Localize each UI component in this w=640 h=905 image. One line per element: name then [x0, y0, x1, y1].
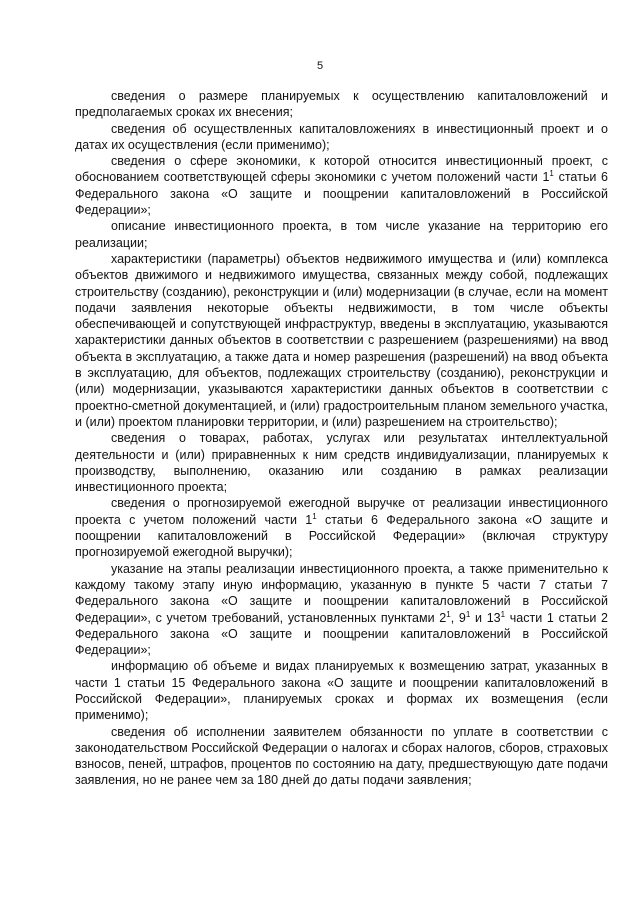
paragraph: [75, 430, 608, 495]
page-number: 5: [316, 60, 324, 72]
paragraph: [75, 495, 608, 560]
paragraph-text: части 1 статьи 2 Федерального закона «О защите и поощрении капиталовложений в Российской Федерации»;: [75, 610, 608, 658]
paragraph-text: статьи 6 Федерального закона «О защите и поощрении капиталовложений в Российской Федерации»;: [75, 170, 608, 218]
superscript-index: 1: [465, 609, 471, 619]
paragraph-text: , 9: [450, 610, 466, 625]
superscript-index: 1: [549, 169, 554, 179]
paragraph: [75, 218, 608, 251]
paragraph-text: характеристики (параметры) объектов недвижимого имущества и (или) комплекса объектов движимого и недвижимого имущества, связанных между собой, подлежащих строительству (созданию), реконструкции и (или) модернизации (в случае, если на момент подачи заявления некоторые объекты недвижимости, в том числе объекты обеспечивающей и сопутствующей инфраструктур, введены в эксплуатацию, указываются характеристики данных объектов в соответствии с разрешением (разрешениями) на ввод объекта в эксплуатацию, а также дата и номер разрешения (разрешений) на ввод объекта в эксплуатацию, для объектов, подлежащих строительству (созданию), реконструкции и (или) модернизации, указываются характеристики данных объектов в соответствии с проектно-сметной документацией, и (или) градостроительным планом земельного участка, и (или) проектом планировки территории, и (или) разрешением на строительство);: [75, 251, 608, 429]
paragraph-text: сведения об исполнении заявителем обязанности по уплате в соответствии с законодательством Российской Федерации о налогах и сборах налогов, сборов, страховых взносов, пеней, штрафов, процентов по состоянию на дату, предшествующую дате подачи заявления, но не ранее чем за 180 дней до даты подачи заявления;: [75, 724, 608, 788]
superscript-index: 1: [500, 609, 506, 619]
superscript-index: 1: [446, 609, 451, 619]
paragraph-text: сведения об осуществленных капиталовложениях в инвестиционный проект и о датах их осуществления (если применимо);: [75, 121, 608, 152]
paragraph-text: описание инвестиционного проекта, в том числе указание на территорию его реализации;: [75, 219, 608, 250]
paragraph-text: сведения о сфере экономики, к которой относится инвестиционный проект, с обоснованием соответствующей сферы экономики с учетом положений части 1: [75, 154, 608, 185]
paragraph-text: сведения о прогнозируемой ежегодной выручке от реализации инвестиционного проекта с учетом положений части 1: [75, 496, 608, 527]
paragraph: [75, 561, 608, 659]
paragraph-text: и 13: [470, 610, 501, 625]
paragraph: [75, 251, 608, 430]
superscript-index: 1: [312, 511, 317, 521]
paragraph-text: сведения о товарах, работах, услугах или результатах интеллектуальной деятельности и (или) приравненных к ним средств индивидуализации, планируемых к производству, выполнению, оказанию или созданию в рамках реализации инвестиционного проекта;: [75, 431, 608, 495]
paragraph: [75, 724, 608, 789]
paragraph: [75, 88, 608, 121]
paragraph-text: информацию об объеме и видах планируемых к возмещению затрат, указанных в части 1 статьи 15 Федерального закона «О защите и поощрении капиталовложений в Российской Федерации», планируемых сроках и формах их возмещения (если применимо);: [75, 659, 608, 723]
paragraph: [75, 121, 608, 154]
paragraph: [75, 658, 608, 723]
paragraph-text: указание на этапы реализации инвестиционного проекта, а также применительно к каждому такому этапу иную информацию, указанную в пункте 5 части 7 статьи 7 Федерального закона «О защите и поощрении капиталовложений в Российской Федерации», с учетом требований, установленных пунктами 2: [75, 561, 608, 625]
paragraph-text: статьи 6 Федерального закона «О защите и поощрении капиталовложений в Российской Федерации» (включая структуру прогнозируемой ежегодной выручки);: [75, 512, 609, 560]
document-body: [75, 88, 608, 789]
paragraph-text: сведения о размере планируемых к осуществлению капиталовложений и предполагаемых сроках их внесения;: [75, 89, 608, 120]
paragraph: [75, 153, 608, 218]
